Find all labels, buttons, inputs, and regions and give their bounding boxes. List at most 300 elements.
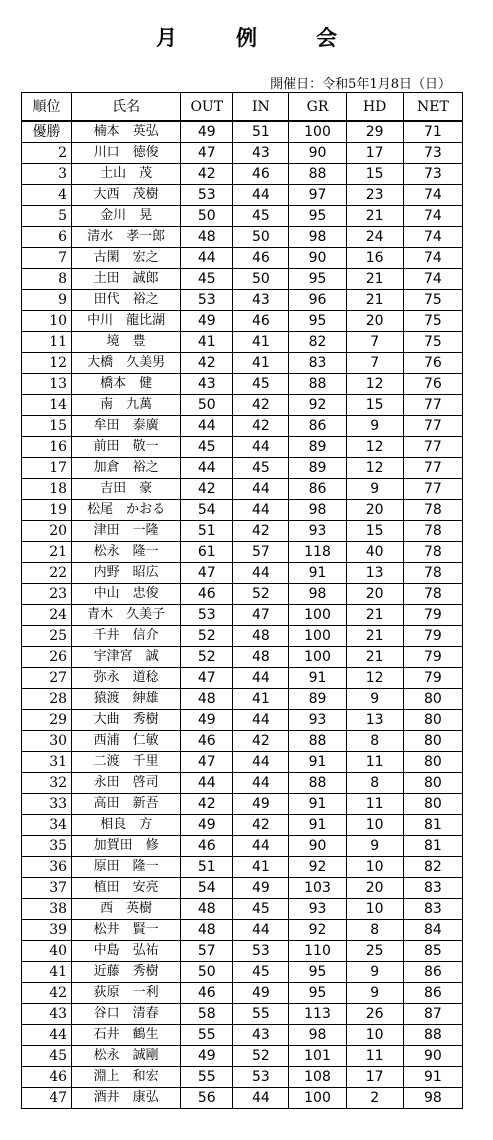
cell-name: 中山 忠俊 <box>72 584 181 605</box>
cell-name: 土山 茂 <box>72 164 181 185</box>
cell-hd: 17 <box>346 1067 403 1088</box>
cell-hd: 17 <box>346 143 403 164</box>
table-row <box>22 941 463 962</box>
cell-in: 46 <box>233 311 289 332</box>
cell-gr: 100 <box>289 1088 346 1109</box>
cell-rank: 13 <box>22 374 72 395</box>
cell-name: 清水 孝一郎 <box>72 227 181 248</box>
cell-name: 青木 久美子 <box>72 605 181 626</box>
cell-out: 43 <box>181 374 233 395</box>
cell-net: 73 <box>403 164 462 185</box>
table-row <box>22 1088 463 1109</box>
cell-in: 55 <box>233 1004 289 1025</box>
cell-hd: 12 <box>346 458 403 479</box>
cell-name: 植田 安亮 <box>72 878 181 899</box>
table-row <box>22 206 463 227</box>
cell-gr: 98 <box>289 584 346 605</box>
cell-gr: 91 <box>289 815 346 836</box>
cell-in: 57 <box>233 542 289 563</box>
cell-in: 50 <box>233 227 289 248</box>
cell-hd: 29 <box>346 121 403 143</box>
table-row <box>22 1046 463 1067</box>
cell-rank: 47 <box>22 1088 72 1109</box>
cell-hd: 21 <box>346 290 403 311</box>
header-name: 氏名 <box>72 93 181 122</box>
cell-rank: 9 <box>22 290 72 311</box>
cell-in: 42 <box>233 521 289 542</box>
cell-gr: 83 <box>289 353 346 374</box>
cell-rank: 19 <box>22 500 72 521</box>
cell-name: 原田 隆一 <box>72 857 181 878</box>
cell-gr: 95 <box>289 269 346 290</box>
cell-gr: 98 <box>289 500 346 521</box>
cell-net: 77 <box>403 458 462 479</box>
cell-rank: 10 <box>22 311 72 332</box>
cell-in: 41 <box>233 689 289 710</box>
cell-rank: 23 <box>22 584 72 605</box>
cell-in: 46 <box>233 248 289 269</box>
cell-name: 猿渡 紳雄 <box>72 689 181 710</box>
cell-net: 85 <box>403 941 462 962</box>
cell-rank: 28 <box>22 689 72 710</box>
cell-net: 78 <box>403 584 462 605</box>
cell-gr: 88 <box>289 164 346 185</box>
cell-gr: 88 <box>289 374 346 395</box>
cell-net: 79 <box>403 647 462 668</box>
cell-rank: 17 <box>22 458 72 479</box>
cell-gr: 103 <box>289 878 346 899</box>
cell-rank: 39 <box>22 920 72 941</box>
cell-name: 内野 昭広 <box>72 563 181 584</box>
cell-name: 千井 信介 <box>72 626 181 647</box>
cell-net: 79 <box>403 605 462 626</box>
cell-name: 吉田 豪 <box>72 479 181 500</box>
cell-out: 57 <box>181 941 233 962</box>
cell-name: 淵上 和宏 <box>72 1067 181 1088</box>
cell-in: 42 <box>233 395 289 416</box>
table-row <box>22 836 463 857</box>
cell-net: 88 <box>403 1025 462 1046</box>
table-row <box>22 458 463 479</box>
table-row <box>22 857 463 878</box>
table-row <box>22 626 463 647</box>
cell-net: 74 <box>403 206 462 227</box>
cell-gr: 88 <box>289 731 346 752</box>
cell-out: 55 <box>181 1025 233 1046</box>
cell-hd: 21 <box>346 206 403 227</box>
cell-out: 56 <box>181 1088 233 1109</box>
cell-name: 西 英樹 <box>72 899 181 920</box>
cell-gr: 89 <box>289 437 346 458</box>
cell-in: 43 <box>233 290 289 311</box>
cell-hd: 11 <box>346 794 403 815</box>
cell-in: 44 <box>233 1088 289 1109</box>
cell-net: 80 <box>403 689 462 710</box>
cell-in: 45 <box>233 899 289 920</box>
cell-gr: 91 <box>289 563 346 584</box>
cell-out: 45 <box>181 437 233 458</box>
cell-rank: 16 <box>22 437 72 458</box>
table-row <box>22 1067 463 1088</box>
cell-in: 44 <box>233 185 289 206</box>
cell-out: 53 <box>181 185 233 206</box>
cell-gr: 100 <box>289 626 346 647</box>
cell-rank: 43 <box>22 1004 72 1025</box>
cell-in: 43 <box>233 143 289 164</box>
cell-gr: 98 <box>289 227 346 248</box>
cell-in: 41 <box>233 857 289 878</box>
cell-rank: 46 <box>22 1067 72 1088</box>
cell-net: 78 <box>403 542 462 563</box>
cell-in: 44 <box>233 500 289 521</box>
table-row <box>22 710 463 731</box>
cell-gr: 93 <box>289 710 346 731</box>
cell-rank: 32 <box>22 773 72 794</box>
cell-net: 86 <box>403 983 462 1004</box>
cell-name: 宇津宮 誠 <box>72 647 181 668</box>
table-row <box>22 248 463 269</box>
cell-in: 44 <box>233 668 289 689</box>
cell-gr: 82 <box>289 332 346 353</box>
cell-hd: 8 <box>346 773 403 794</box>
cell-hd: 23 <box>346 185 403 206</box>
cell-hd: 9 <box>346 983 403 1004</box>
table-row <box>22 773 463 794</box>
cell-in: 44 <box>233 437 289 458</box>
cell-hd: 11 <box>346 752 403 773</box>
cell-gr: 90 <box>289 836 346 857</box>
cell-out: 46 <box>181 983 233 1004</box>
cell-out: 45 <box>181 269 233 290</box>
header-in: IN <box>233 93 289 122</box>
cell-hd: 2 <box>346 1088 403 1109</box>
cell-rank: 22 <box>22 563 72 584</box>
cell-hd: 7 <box>346 353 403 374</box>
cell-gr: 97 <box>289 185 346 206</box>
table-row <box>22 374 463 395</box>
cell-in: 43 <box>233 1025 289 1046</box>
cell-out: 44 <box>181 416 233 437</box>
header-out: OUT <box>181 93 233 122</box>
cell-net: 79 <box>403 668 462 689</box>
cell-gr: 86 <box>289 416 346 437</box>
cell-rank: 27 <box>22 668 72 689</box>
cell-gr: 89 <box>289 458 346 479</box>
cell-net: 80 <box>403 794 462 815</box>
cell-hd: 25 <box>346 941 403 962</box>
cell-out: 50 <box>181 395 233 416</box>
cell-rank: 29 <box>22 710 72 731</box>
cell-gr: 89 <box>289 689 346 710</box>
cell-in: 53 <box>233 1067 289 1088</box>
cell-out: 49 <box>181 311 233 332</box>
table-row <box>22 500 463 521</box>
cell-in: 48 <box>233 626 289 647</box>
cell-out: 48 <box>181 920 233 941</box>
table-row <box>22 164 463 185</box>
cell-name: 古閑 宏之 <box>72 248 181 269</box>
cell-gr: 100 <box>289 121 346 143</box>
cell-hd: 26 <box>346 1004 403 1025</box>
cell-gr: 95 <box>289 206 346 227</box>
cell-hd: 9 <box>346 416 403 437</box>
cell-net: 75 <box>403 290 462 311</box>
cell-hd: 10 <box>346 857 403 878</box>
cell-rank: 11 <box>22 332 72 353</box>
cell-in: 42 <box>233 815 289 836</box>
cell-name: 荻原 一利 <box>72 983 181 1004</box>
cell-in: 47 <box>233 605 289 626</box>
cell-hd: 21 <box>346 647 403 668</box>
cell-rank: 6 <box>22 227 72 248</box>
cell-gr: 113 <box>289 1004 346 1025</box>
table-row <box>22 815 463 836</box>
cell-hd: 21 <box>346 269 403 290</box>
cell-rank: 34 <box>22 815 72 836</box>
cell-out: 41 <box>181 332 233 353</box>
cell-net: 74 <box>403 185 462 206</box>
cell-in: 48 <box>233 647 289 668</box>
cell-hd: 20 <box>346 584 403 605</box>
cell-net: 71 <box>403 121 462 143</box>
table-row <box>22 668 463 689</box>
cell-name: 加賀田 修 <box>72 836 181 857</box>
cell-out: 51 <box>181 521 233 542</box>
cell-name: 二渡 千里 <box>72 752 181 773</box>
cell-net: 74 <box>403 269 462 290</box>
cell-name: 大西 茂樹 <box>72 185 181 206</box>
cell-in: 44 <box>233 563 289 584</box>
header-gr: GR <box>289 93 346 122</box>
table-row <box>22 878 463 899</box>
cell-out: 44 <box>181 248 233 269</box>
cell-out: 42 <box>181 479 233 500</box>
cell-hd: 24 <box>346 227 403 248</box>
cell-name: 金川 晃 <box>72 206 181 227</box>
cell-name: 橋本 健 <box>72 374 181 395</box>
table-row <box>22 605 463 626</box>
cell-rank: 26 <box>22 647 72 668</box>
cell-net: 81 <box>403 836 462 857</box>
table-row <box>22 731 463 752</box>
cell-name: 前田 敬一 <box>72 437 181 458</box>
cell-in: 44 <box>233 710 289 731</box>
cell-hd: 11 <box>346 1046 403 1067</box>
table-row <box>22 1025 463 1046</box>
cell-out: 52 <box>181 647 233 668</box>
cell-in: 52 <box>233 584 289 605</box>
cell-name: 松永 誠剛 <box>72 1046 181 1067</box>
cell-rank: 30 <box>22 731 72 752</box>
cell-out: 49 <box>181 710 233 731</box>
cell-out: 51 <box>181 857 233 878</box>
cell-net: 78 <box>403 500 462 521</box>
cell-name: 松永 隆一 <box>72 542 181 563</box>
table-row <box>22 143 463 164</box>
cell-gr: 90 <box>289 143 346 164</box>
header-rank: 順位 <box>22 93 72 122</box>
cell-net: 79 <box>403 626 462 647</box>
cell-net: 90 <box>403 1046 462 1067</box>
cell-net: 77 <box>403 479 462 500</box>
cell-out: 46 <box>181 836 233 857</box>
table-row <box>22 920 463 941</box>
results-body <box>22 121 463 1109</box>
cell-hd: 15 <box>346 395 403 416</box>
cell-net: 83 <box>403 878 462 899</box>
cell-rank: 36 <box>22 857 72 878</box>
table-row <box>22 227 463 248</box>
cell-name: 弥永 道稔 <box>72 668 181 689</box>
cell-gr: 86 <box>289 479 346 500</box>
cell-net: 78 <box>403 563 462 584</box>
cell-out: 55 <box>181 1067 233 1088</box>
cell-rank: 35 <box>22 836 72 857</box>
cell-name: 酒井 康弘 <box>72 1088 181 1109</box>
cell-rank: 40 <box>22 941 72 962</box>
cell-net: 76 <box>403 374 462 395</box>
table-row <box>22 353 463 374</box>
cell-net: 86 <box>403 962 462 983</box>
cell-net: 74 <box>403 227 462 248</box>
results-table <box>21 92 463 1109</box>
table-row <box>22 689 463 710</box>
cell-out: 50 <box>181 206 233 227</box>
cell-hd: 8 <box>346 731 403 752</box>
cell-name: 牟田 泰廣 <box>72 416 181 437</box>
cell-rank: 33 <box>22 794 72 815</box>
cell-rank: 7 <box>22 248 72 269</box>
cell-hd: 12 <box>346 437 403 458</box>
cell-rank: 18 <box>22 479 72 500</box>
cell-name: 松井 賢一 <box>72 920 181 941</box>
cell-net: 77 <box>403 416 462 437</box>
cell-name: 高田 新吾 <box>72 794 181 815</box>
cell-hd: 9 <box>346 962 403 983</box>
cell-gr: 95 <box>289 983 346 1004</box>
cell-rank: 25 <box>22 626 72 647</box>
cell-out: 42 <box>181 164 233 185</box>
cell-in: 45 <box>233 962 289 983</box>
cell-gr: 93 <box>289 521 346 542</box>
cell-in: 44 <box>233 773 289 794</box>
page-title: 月 例 会 <box>156 26 356 50</box>
cell-net: 80 <box>403 773 462 794</box>
table-row <box>22 395 463 416</box>
cell-gr: 110 <box>289 941 346 962</box>
table-row <box>22 542 463 563</box>
table-row <box>22 1004 463 1025</box>
header-hd: HD <box>346 93 403 122</box>
cell-in: 46 <box>233 164 289 185</box>
cell-in: 44 <box>233 752 289 773</box>
cell-rank: 37 <box>22 878 72 899</box>
cell-hd: 10 <box>346 1025 403 1046</box>
cell-gr: 92 <box>289 920 346 941</box>
cell-hd: 20 <box>346 878 403 899</box>
cell-net: 78 <box>403 521 462 542</box>
table-row <box>22 647 463 668</box>
cell-out: 52 <box>181 626 233 647</box>
cell-gr: 95 <box>289 311 346 332</box>
cell-rank: 3 <box>22 164 72 185</box>
table-row <box>22 332 463 353</box>
cell-gr: 91 <box>289 794 346 815</box>
cell-out: 47 <box>181 752 233 773</box>
cell-gr: 96 <box>289 290 346 311</box>
cell-net: 76 <box>403 353 462 374</box>
cell-gr: 95 <box>289 962 346 983</box>
cell-name: 近藤 秀樹 <box>72 962 181 983</box>
table-row <box>22 752 463 773</box>
cell-name: 松尾 かおる <box>72 500 181 521</box>
cell-gr: 91 <box>289 668 346 689</box>
cell-gr: 118 <box>289 542 346 563</box>
cell-in: 42 <box>233 416 289 437</box>
cell-hd: 10 <box>346 899 403 920</box>
cell-rank: 8 <box>22 269 72 290</box>
cell-rank: 4 <box>22 185 72 206</box>
cell-name: 南 九萬 <box>72 395 181 416</box>
table-row <box>22 563 463 584</box>
table-row <box>22 269 463 290</box>
cell-in: 49 <box>233 794 289 815</box>
cell-name: 中川 龍比湖 <box>72 311 181 332</box>
cell-gr: 92 <box>289 857 346 878</box>
cell-in: 51 <box>233 121 289 143</box>
cell-out: 50 <box>181 962 233 983</box>
cell-net: 87 <box>403 1004 462 1025</box>
cell-out: 47 <box>181 563 233 584</box>
cell-in: 44 <box>233 836 289 857</box>
cell-name: 西浦 仁敏 <box>72 731 181 752</box>
cell-hd: 13 <box>346 710 403 731</box>
cell-gr: 100 <box>289 647 346 668</box>
cell-net: 98 <box>403 1088 462 1109</box>
cell-rank: 20 <box>22 521 72 542</box>
cell-name: 永田 啓司 <box>72 773 181 794</box>
cell-out: 58 <box>181 1004 233 1025</box>
cell-net: 74 <box>403 248 462 269</box>
cell-out: 44 <box>181 458 233 479</box>
cell-net: 77 <box>403 437 462 458</box>
cell-net: 75 <box>403 332 462 353</box>
cell-out: 47 <box>181 143 233 164</box>
cell-in: 50 <box>233 269 289 290</box>
cell-hd: 12 <box>346 668 403 689</box>
cell-in: 41 <box>233 353 289 374</box>
cell-hd: 8 <box>346 920 403 941</box>
table-row <box>22 584 463 605</box>
cell-hd: 9 <box>346 689 403 710</box>
cell-gr: 108 <box>289 1067 346 1088</box>
cell-in: 41 <box>233 332 289 353</box>
cell-gr: 93 <box>289 899 346 920</box>
cell-gr: 98 <box>289 1025 346 1046</box>
cell-out: 46 <box>181 584 233 605</box>
cell-rank: 21 <box>22 542 72 563</box>
cell-name: 境 豊 <box>72 332 181 353</box>
cell-hd: 7 <box>346 332 403 353</box>
cell-hd: 20 <box>346 500 403 521</box>
cell-hd: 10 <box>346 815 403 836</box>
cell-out: 48 <box>181 227 233 248</box>
cell-name: 楠本 英弘 <box>72 121 181 143</box>
cell-in: 45 <box>233 374 289 395</box>
cell-out: 49 <box>181 815 233 836</box>
cell-hd: 12 <box>346 374 403 395</box>
table-row <box>22 311 463 332</box>
